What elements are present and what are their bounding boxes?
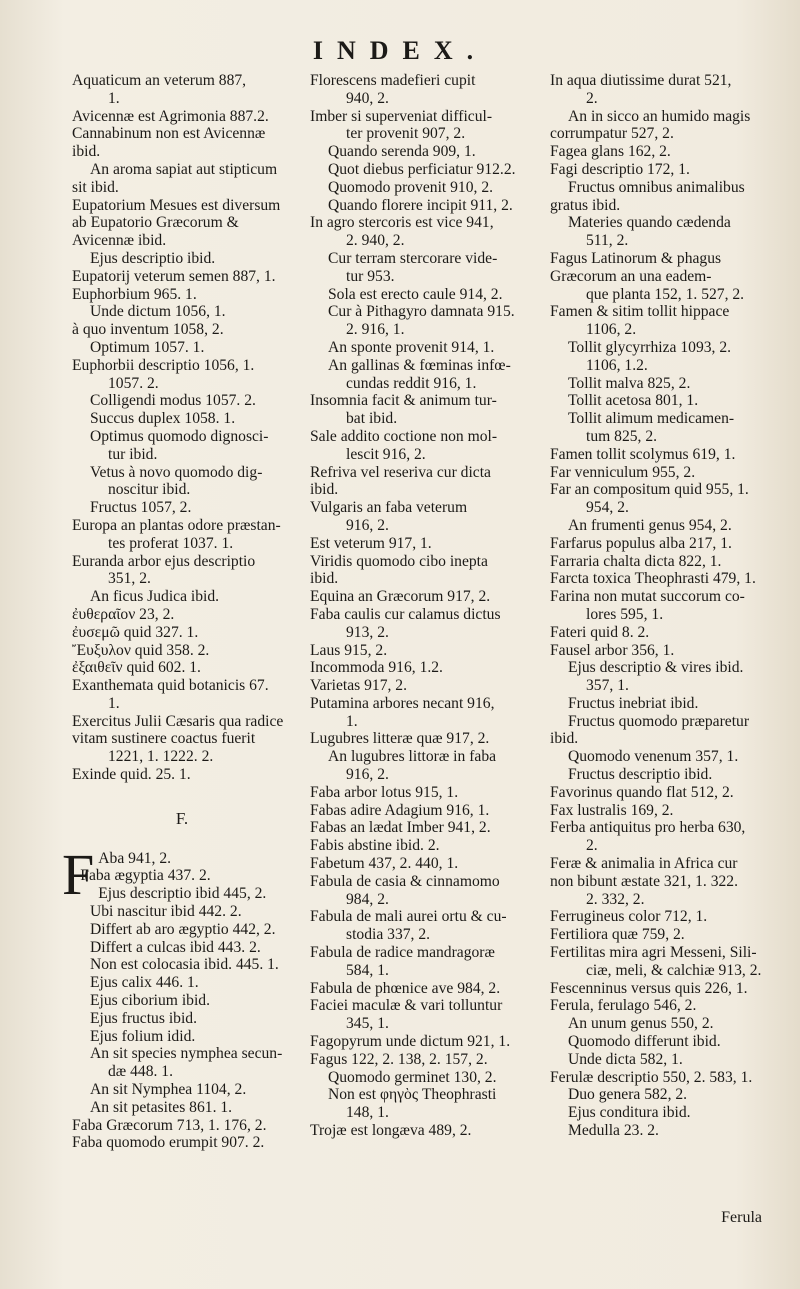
index-entry: Fagi descriptio 172, 1. — [550, 160, 690, 178]
index-entry: Faba quomodo erumpit 907. 2. — [72, 1134, 265, 1152]
index-entry: 2. 916, 1. — [346, 321, 405, 339]
index-entry: Ejus fructus ibid. — [90, 1009, 197, 1027]
index-entry: 511, 2. — [586, 232, 629, 250]
index-entry: Quomodo germinet 130, 2. — [328, 1068, 497, 1086]
index-entry: dæ 448. 1. — [108, 1063, 173, 1081]
index-entry: corrumpatur 527, 2. — [550, 125, 674, 143]
index-entry: Vetus à novo quomodo dig- — [90, 463, 263, 481]
index-entry: ibid. — [310, 570, 339, 588]
index-entry: Tollit alimum medicamen- — [568, 410, 735, 428]
page-header: INDEX. — [312, 36, 488, 65]
index-entry: Medulla 23. 2. — [568, 1122, 659, 1140]
index-entry: Differt ab aro ægyptio 442, 2. — [90, 920, 276, 938]
index-entry: Fertiliora quæ 759, 2. — [550, 926, 685, 944]
index-entry: An ficus Judica ibid. — [90, 588, 220, 606]
index-entry: Ferrugineus color 712, 1. — [550, 908, 708, 926]
index-entry: Putamina arbores necant 916, — [310, 694, 495, 712]
index-entry: Non est colocasia ibid. 445. 1. — [90, 956, 279, 974]
index-entry: Lugubres litteræ quæ 917, 2. — [310, 730, 490, 748]
index-entry: Ferulæ descriptio 550, 2. 583, 1. — [550, 1068, 753, 1086]
index-entry: Quot diebus perficiatur 912.2. — [328, 160, 516, 178]
index-entry: An gallinas & fœminas infœ- — [328, 356, 511, 374]
drop-cap-letter: F — [62, 841, 95, 907]
index-entry: Euphorbii descriptio 1056, 1. — [72, 356, 255, 374]
index-entry: Fabula de mali aurei ortu & cu- — [310, 908, 507, 926]
index-entry: Tollit malva 825, 2. — [568, 374, 691, 392]
index-entry: 916, 2. — [346, 766, 389, 784]
index-entry: Farcta toxica Theophrasti 479, 1. — [550, 570, 756, 588]
index-entry: Farina non mutat succorum co- — [550, 588, 745, 606]
index-column-2 — [300, 72, 540, 1140]
index-entry: 1221, 1. 1222. 2. — [108, 748, 214, 766]
index-entry: Fructus inebriat ibid. — [568, 694, 699, 712]
index-entry: Aba 941, 2. — [98, 849, 172, 867]
index-entry: gratus ibid. — [550, 196, 621, 214]
index-entry: Europa an plantas odore præstan- — [72, 516, 281, 534]
index-entry: Unde dictum 1056, 1. — [90, 303, 226, 321]
index-entry: Euphorbium 965. 1. — [72, 285, 197, 303]
index-entry: Cur à Pithagyro damnata 915. — [328, 303, 515, 321]
index-entry: 357, 1. — [586, 677, 629, 695]
index-entry: An sit species nymphea secun- — [90, 1045, 283, 1063]
index-entry: cundas reddit 916, 1. — [346, 374, 477, 392]
index-entry: Equina an Græcorum 917, 2. — [310, 588, 491, 606]
index-entry: Fagus 122, 2. 138, 2. 157, 2. — [310, 1050, 488, 1068]
index-entry: ἐξαιθεῖν quid 602. 1. — [72, 659, 201, 677]
index-entry: 584, 1. — [346, 961, 389, 979]
index-entry: 2. 332, 2. — [586, 890, 645, 908]
index-entry: 2. — [586, 837, 598, 855]
index-entry: Famen & sitim tollit hippace — [550, 303, 730, 321]
index-entry: 954, 2. — [586, 499, 629, 517]
index-entry: Exinde quid. 25. 1. — [72, 766, 191, 784]
index-entry: Ejus descriptio ibid 445, 2. — [98, 885, 267, 903]
index-entry: ciæ, meli, & calchiæ 913, 2. — [586, 961, 762, 979]
index-entry: Fescenninus versus quis 226, 1. — [550, 979, 748, 997]
index-entry: Ἔυξυλον quid 358. 2. — [72, 641, 210, 659]
index-entry: 1. — [108, 694, 120, 712]
index-entry: à quo inventum 1058, 2. — [72, 321, 224, 339]
index-entry: An lugubres littoræ in faba — [328, 748, 497, 766]
index-entry: Faba caulis cur calamus dictus — [310, 605, 501, 623]
index-entry: Quando serenda 909, 1. — [328, 143, 476, 161]
index-entry: Farraria chalta dicta 822, 1. — [550, 552, 722, 570]
index-entry: stodia 337, 2. — [346, 926, 431, 944]
index-entry: ibid. — [72, 143, 101, 161]
index-entry: Incommoda 916, 1.2. — [310, 659, 443, 677]
index-entry: 1. — [108, 89, 120, 107]
index-entry: 148, 1. — [346, 1104, 389, 1122]
index-entry: Fabula de radice mandragoræ — [310, 944, 495, 962]
index-entry: 351, 2. — [108, 570, 151, 588]
index-entry: vitam sustinere coactus fuerit — [72, 730, 256, 748]
index-entry: Fateri quid 8. 2. — [550, 623, 650, 641]
index-entry: Ejus descriptio & vires ibid. — [568, 659, 744, 677]
index-entry: Euranda arbor ejus descriptio — [72, 552, 256, 570]
index-entry: Tollit glycyrrhiza 1093, 2. — [568, 338, 732, 356]
index-entry: Faciei maculæ & vari tolluntur — [310, 997, 503, 1015]
index-entry: Fructus descriptio ibid. — [568, 766, 713, 784]
index-entry: 2. 940, 2. — [346, 232, 405, 250]
index-entry: 916, 2. — [346, 516, 389, 534]
index-entry: Cannabinum non est Avicennæ — [72, 125, 266, 143]
index-entry: 2. — [586, 89, 598, 107]
index-entry: An in sicco an humido magis — [568, 107, 751, 125]
index-entry: Græcorum an una eadem- — [550, 267, 712, 285]
index-entry: Famen tollit scolymus 619, 1. — [550, 445, 736, 463]
index-entry: An sit Nymphea 1104, 2. — [90, 1081, 247, 1099]
index-entry: Duo genera 582, 2. — [568, 1086, 688, 1104]
index-entry: Fabula de phœnice ave 984, 2. — [310, 979, 501, 997]
index-entry: tur ibid. — [108, 445, 158, 463]
index-entry: Eupatorium Mesues est diversum — [72, 196, 281, 214]
index-entry: tum 825, 2. — [586, 427, 658, 445]
index-entry: An unum genus 550, 2. — [568, 1015, 714, 1033]
index-entry: In aqua diutissime durat 521, — [550, 72, 732, 89]
index-entry: Imber si superveniat difficul- — [310, 107, 493, 125]
index-entry: Unde dicta 582, 1. — [568, 1050, 683, 1068]
index-entry: Far venniculum 955, 2. — [550, 463, 696, 481]
index-entry: 1106, 2. — [586, 321, 637, 339]
index-entry: noscitur ibid. — [108, 481, 191, 499]
index-entry: Aquaticum an veterum 887, — [72, 72, 247, 89]
index-entry: Exanthemata quid botanicis 67. — [72, 677, 269, 695]
index-entry: An frumenti genus 954, 2. — [568, 516, 732, 534]
index-entry: 940, 2. — [346, 89, 389, 107]
index-entry: lescit 916, 2. — [346, 445, 426, 463]
index-entry: Fructus omnibus animalibus — [568, 178, 745, 196]
index-entry: Feræ & animalia in Africa cur — [550, 855, 738, 873]
index-entry: Non est φηγὸς Theophrasti — [328, 1086, 497, 1104]
index-entry: 1. — [346, 712, 358, 730]
index-entry: Viridis quomodo cibo inepta — [310, 552, 488, 570]
index-entry: Varietas 917, 2. — [310, 677, 408, 695]
index-entry: que planta 152, 1. 527, 2. — [586, 285, 745, 303]
index-entry: Exercitus Julii Cæsaris qua radice — [72, 712, 284, 730]
index-entry: sit ibid. — [72, 178, 119, 196]
index-entry: Florescens madefieri cupit — [310, 72, 476, 89]
index-entry: Fausel arbor 356, 1. — [550, 641, 675, 659]
index-entry: Ejus descriptio ibid. — [90, 249, 216, 267]
index-entry: Quomodo differunt ibid. — [568, 1033, 721, 1051]
index-entry: Favorinus quando flat 512, 2. — [550, 783, 734, 801]
index-entry: Ejus calix 446. 1. — [90, 974, 199, 992]
index-entry: Fax lustralis 169, 2. — [550, 801, 674, 819]
index-entry: Colligendi modus 1057. 2. — [90, 392, 256, 410]
index-entry: Succus duplex 1058. 1. — [90, 410, 236, 428]
index-entry: Ferba antiquitus pro herba 630, — [550, 819, 746, 837]
index-entry: Fagopyrum unde dictum 921, 1. — [310, 1033, 511, 1051]
index-entry: ibid. — [550, 730, 579, 748]
index-entry: Sola est erecto caule 914, 2. — [328, 285, 503, 303]
index-entry: ab Eupatorio Græcorum & — [72, 214, 239, 232]
catchword: Ferula — [721, 1209, 762, 1226]
index-entry: Faba ægyptia 437. 2. — [80, 867, 211, 885]
index-entry: Quando florere incipit 911, 2. — [328, 196, 513, 214]
index-entry: Tollit acetosa 801, 1. — [568, 392, 699, 410]
index-entry: non bibunt æstate 321, 1. 322. — [550, 872, 738, 890]
index-column-3 — [540, 72, 762, 1140]
index-entry: Insomnia facit & animum tur- — [310, 392, 497, 410]
index-entry: Avicennæ ibid. — [72, 232, 167, 250]
index-entry: An aroma sapiat aut stipticum — [90, 160, 278, 178]
index-entry: Est veterum 917, 1. — [310, 534, 432, 552]
index-entry: Ejus ciborium ibid. — [90, 992, 210, 1010]
index-entry: ibid. — [310, 481, 339, 499]
index-entry: Fabula de casia & cinnamomo — [310, 872, 500, 890]
index-entry: Ejus conditura ibid. — [568, 1104, 691, 1122]
index-entry: 913, 2. — [346, 623, 389, 641]
index-entry: 1106, 1.2. — [586, 356, 648, 374]
index-entry: Ejus folium idid. — [90, 1027, 196, 1045]
index-entry: Fagea glans 162, 2. — [550, 143, 671, 161]
index-entry: Eupatorij veterum semen 887, 1. — [72, 267, 276, 285]
index-entry: Faba Græcorum 713, 1. 176, 2. — [72, 1116, 267, 1134]
index-entry: ἐυσεμῶ quid 327. 1. — [72, 623, 199, 641]
index-entry: Far an compositum quid 955, 1. — [550, 481, 749, 499]
index-entry: An sponte provenit 914, 1. — [328, 338, 495, 356]
index-entry: Refriva vel reseriva cur dicta — [310, 463, 491, 481]
index-entry: Avicennæ est Agrimonia 887.2. — [72, 107, 269, 125]
index-entry: Fabas an lædat Imber 941, 2. — [310, 819, 491, 837]
index-entry: 1057. 2. — [108, 374, 159, 392]
index-entry: Ferula, ferulago 546, 2. — [550, 997, 697, 1015]
index-entry: Vulgaris an faba veterum — [310, 499, 468, 517]
index-entry: Fabas adire Adagium 916, 1. — [310, 801, 490, 819]
index-entry: Farfarus populus alba 217, 1. — [550, 534, 732, 552]
index-entry: Fabis abstine ibid. 2. — [310, 837, 440, 855]
index-entry: Quomodo venenum 357, 1. — [568, 748, 739, 766]
index-entry: Fructus quomodo præparetur — [568, 712, 750, 730]
index-entry: Fagus Latinorum & phagus — [550, 249, 722, 267]
index-entry: bat ibid. — [346, 410, 398, 428]
index-entry: 345, 1. — [346, 1015, 389, 1033]
index-entry: Faba arbor lotus 915, 1. — [310, 783, 459, 801]
index-entry: Trojæ est longæva 489, 2. — [310, 1122, 472, 1140]
index-entry: Laus 915, 2. — [310, 641, 388, 659]
index-entry: Cur terram stercorare vide- — [328, 249, 498, 267]
index-entry: Optimus quomodo dignosci- — [90, 427, 269, 445]
index-entry: tur 953. — [346, 267, 395, 285]
index-entry: Fabetum 437, 2. 440, 1. — [310, 855, 459, 873]
index-entry: tes proferat 1037. 1. — [108, 534, 234, 552]
section-letter: F. — [175, 808, 189, 828]
index-entry: Fertilitas mira agri Messeni, Sili- — [550, 944, 757, 962]
index-entry: Materies quando cædenda — [568, 214, 731, 232]
index-entry: ἐυθεραῖον 23, 2. — [72, 605, 175, 623]
index-entry: Fructus 1057, 2. — [90, 499, 192, 517]
index-entry: Optimum 1057. 1. — [90, 338, 205, 356]
index-entry: ter provenit 907, 2. — [346, 125, 466, 143]
index-entry: Quomodo provenit 910, 2. — [328, 178, 494, 196]
index-entry: Differt a culcas ibid 443. 2. — [90, 938, 261, 956]
index-column-1 — [62, 72, 302, 1152]
index-entry: lores 595, 1. — [586, 605, 664, 623]
index-entry: Ubi nascitur ibid 442. 2. — [90, 903, 242, 921]
index-entry: Sale addito coctione non mol- — [310, 427, 498, 445]
index-entry: In agro stercoris est vice 941, — [310, 214, 494, 232]
index-entry: An sit petasites 861. 1. — [90, 1098, 233, 1116]
index-entry: 984, 2. — [346, 890, 389, 908]
